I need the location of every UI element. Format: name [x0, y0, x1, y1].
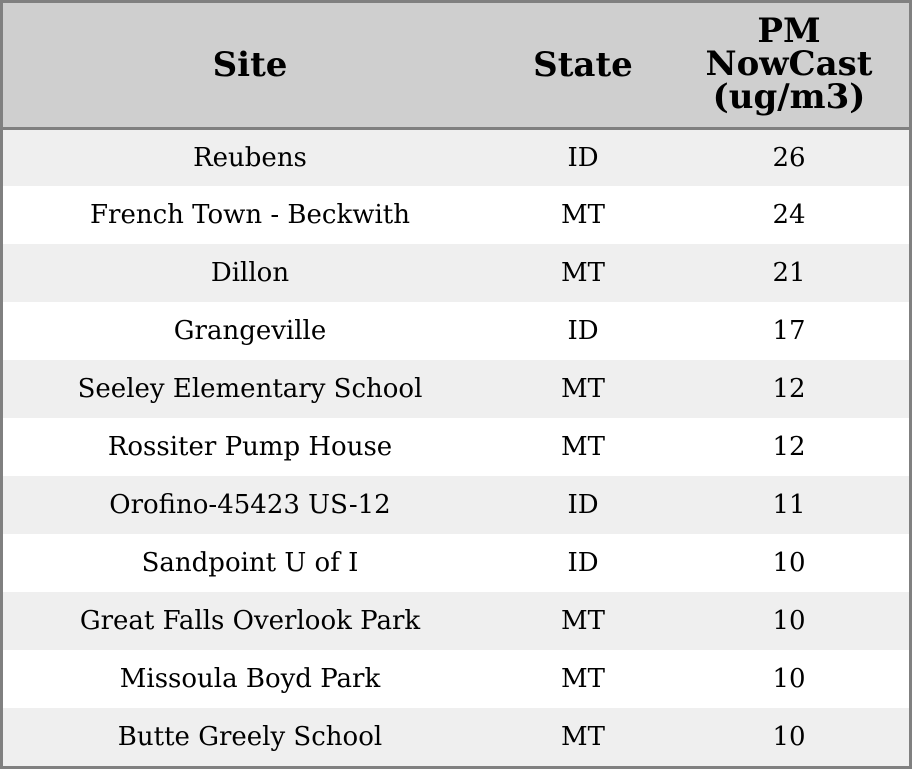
table-row [3, 302, 909, 360]
cell-site: Orofino-45423 US-12 [109, 490, 391, 520]
cell-site: Grangeville [173, 316, 327, 346]
cell-site: French Town - Beckwith [89, 200, 411, 230]
table-header [3, 3, 909, 128]
table-body [3, 128, 909, 766]
cell-site: Rossiter Pump House [107, 432, 393, 462]
cell-pm-nowcast: 10 [772, 548, 806, 578]
pm-nowcast-table [3, 3, 909, 766]
table-row [3, 244, 909, 302]
cell-state: ID [567, 548, 599, 578]
cell-state: MT [561, 432, 605, 462]
cell-site: Great Falls Overlook Park [79, 606, 421, 636]
header-site: Site [3, 3, 497, 128]
cell-state: ID [567, 142, 599, 173]
cell-state: ID [567, 490, 599, 520]
table-row [3, 128, 909, 186]
cell-state: MT [561, 722, 605, 752]
cell-pm-nowcast: 11 [772, 490, 806, 520]
header-pm-line-2: NowCast [705, 44, 873, 85]
table-row [3, 360, 909, 418]
header-pm-nowcast [669, 3, 909, 128]
cell-site: Sandpoint U of I [141, 548, 359, 578]
cell-state: MT [561, 664, 605, 694]
cell-pm-nowcast: 10 [772, 664, 806, 694]
cell-pm-nowcast: 10 [772, 606, 806, 636]
cell-site: Reubens [193, 142, 307, 173]
table-row [3, 650, 909, 708]
header-pm-line-3: (ug/m3) [712, 77, 866, 118]
cell-state: MT [561, 200, 605, 230]
table-row [3, 534, 909, 592]
cell-pm-nowcast: 17 [772, 316, 806, 346]
header-state: State [497, 3, 669, 128]
cell-pm-nowcast: 12 [772, 374, 806, 404]
cell-state: ID [567, 316, 599, 346]
table-row [3, 418, 909, 476]
cell-site: Butte Greely School [117, 722, 383, 752]
table-row [3, 592, 909, 650]
cell-site: Missoula Boyd Park [119, 664, 381, 694]
cell-pm-nowcast: 12 [772, 432, 806, 462]
cell-site: Seeley Elementary School [77, 374, 423, 404]
cell-state: MT [561, 258, 605, 288]
cell-site: Dillon [210, 258, 290, 288]
cell-pm-nowcast: 21 [772, 258, 806, 288]
table-row [3, 476, 909, 534]
header-row [3, 3, 909, 128]
table-row [3, 708, 909, 766]
cell-pm-nowcast: 24 [772, 200, 806, 230]
cell-pm-nowcast: 26 [772, 142, 806, 173]
cell-state: MT [561, 606, 605, 636]
table-row [3, 186, 909, 244]
header-pm-line-1: PM [757, 11, 821, 52]
cell-state: MT [561, 374, 605, 404]
cell-pm-nowcast: 10 [772, 722, 806, 752]
